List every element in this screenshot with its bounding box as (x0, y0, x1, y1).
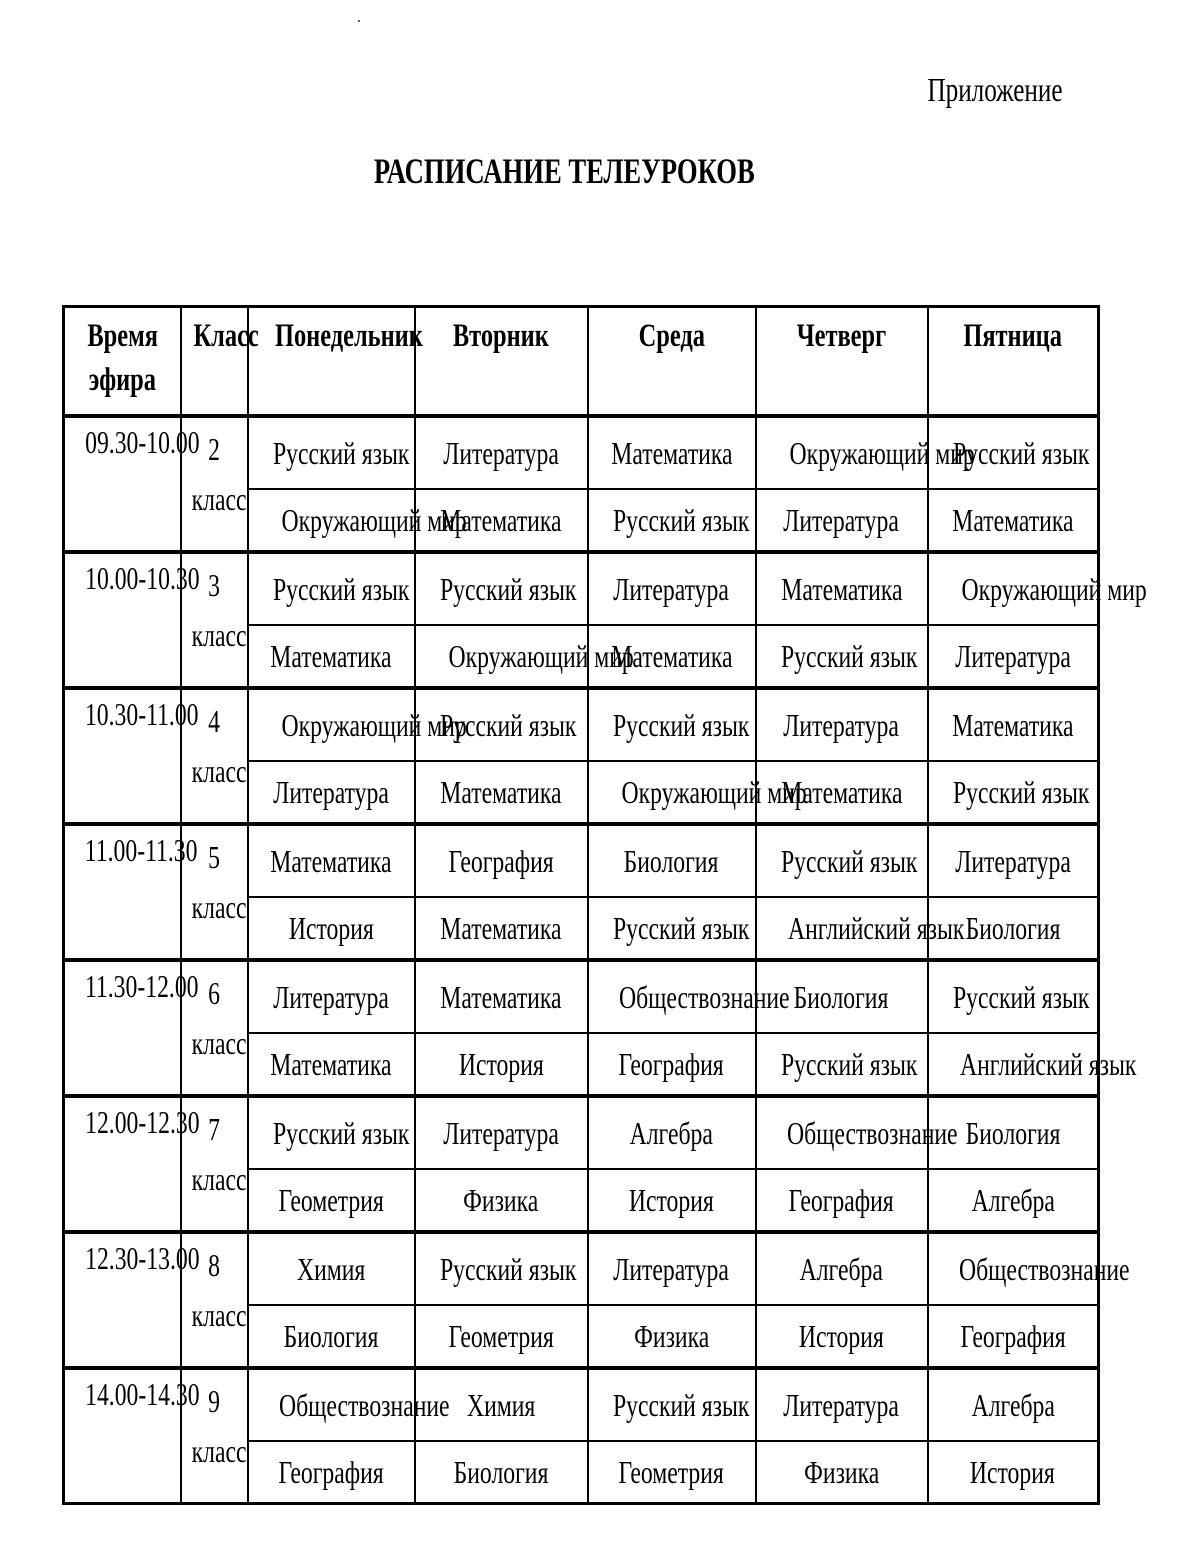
lesson-cell-monday (248, 1169, 415, 1232)
lesson-subject: Русский язык (952, 434, 1089, 471)
lesson-subject: Литература (273, 978, 389, 1015)
column-header-class (181, 307, 259, 417)
air-time-text: 10.00-10.30 (85, 560, 200, 596)
lesson-subject: Русский язык (272, 570, 409, 607)
lesson-subject: Русский язык (439, 1250, 576, 1287)
lesson-cell-friday (928, 1441, 1099, 1504)
lesson-subject: Окружающий мир (621, 773, 807, 810)
lesson-cell-monday (248, 1305, 415, 1368)
scan-speck (358, 20, 360, 22)
schedule-row (64, 552, 1099, 625)
wednesday-header-text: Среда (638, 318, 705, 354)
lesson-cell-tuesday (415, 897, 588, 960)
lesson-cell-monday (248, 1368, 450, 1441)
lesson-subject: География (788, 1181, 895, 1218)
lesson-subject: Английский язык (787, 909, 964, 946)
lesson-cell-tuesday (415, 552, 588, 625)
schedule-row (64, 1096, 1099, 1169)
lesson-subject: Русский язык (439, 570, 576, 607)
air-time-text: 14.00-14.30 (85, 1376, 200, 1412)
lesson-cell-tuesday (415, 1232, 588, 1305)
lesson-cell-wednesday (588, 1096, 756, 1169)
lesson-subject: Физика (633, 1317, 710, 1354)
time-header-line1: Время (86, 318, 158, 354)
lesson-subject: Биология (965, 909, 1061, 946)
lesson-cell-thursday (756, 1096, 958, 1169)
air-time-cell (64, 1096, 200, 1232)
lesson-cell-wednesday (588, 625, 756, 688)
lesson-subject: Русский язык (780, 637, 917, 674)
grade-word: класс (191, 1025, 246, 1061)
air-time-text: 10.30-11.00 (84, 696, 199, 732)
lesson-cell-friday (928, 489, 1099, 552)
lesson-cell-thursday (756, 625, 928, 688)
air-time-text: 09.30-10.00 (85, 424, 200, 460)
schedule-table (62, 305, 1147, 1505)
lesson-cell-tuesday (415, 625, 634, 688)
grade-number: 6 (208, 975, 220, 1011)
lesson-subject: Окружающий мир (281, 501, 467, 538)
grade-number: 2 (208, 431, 220, 467)
appendix-text: Приложение (926, 72, 1062, 109)
air-time-text: 12.00-12.30 (85, 1104, 200, 1140)
lesson-cell-wednesday (588, 1305, 756, 1368)
lesson-subject: Окружающий мир (448, 637, 634, 674)
air-time-cell (64, 960, 199, 1096)
lesson-cell-friday (928, 824, 1099, 897)
lesson-subject: История (288, 909, 374, 946)
lesson-cell-tuesday (415, 1305, 588, 1368)
lesson-cell-monday (248, 625, 415, 688)
lesson-cell-tuesday (415, 761, 588, 824)
grade-word: класс (191, 1161, 246, 1197)
column-header-wednesday (588, 307, 756, 417)
grade-word: класс (191, 753, 246, 789)
lesson-cell-friday (928, 552, 1147, 625)
grade-number: 8 (208, 1247, 220, 1283)
lesson-subject: Русский язык (272, 1114, 409, 1151)
lesson-cell-friday (928, 1169, 1099, 1232)
lesson-subject: Литература (783, 501, 900, 538)
air-time-cell (64, 416, 200, 552)
lesson-subject: Русский язык (612, 1386, 749, 1423)
grade-word: класс (191, 481, 246, 517)
lesson-subject: Окружающий мир (961, 570, 1147, 607)
grade-word: класс (191, 617, 246, 653)
lesson-subject: Биология (283, 1317, 379, 1354)
lesson-cell-tuesday (415, 416, 588, 489)
lesson-subject: Математика (440, 978, 562, 1015)
lesson-cell-wednesday (588, 1368, 756, 1441)
class-header-text: Класс (192, 318, 259, 354)
lesson-cell-friday (928, 1305, 1099, 1368)
lesson-subject: Литература (783, 1386, 900, 1423)
lesson-cell-friday (928, 1232, 1130, 1305)
lesson-subject: Биология (794, 978, 889, 1015)
page-title (0, 150, 1128, 192)
lesson-subject: История (799, 1317, 884, 1354)
lesson-subject: Литература (443, 434, 559, 471)
lesson-cell-monday (248, 416, 415, 489)
lesson-subject: Математика (610, 434, 733, 471)
lesson-cell-friday (928, 688, 1099, 761)
lesson-subject: Математика (270, 637, 392, 674)
air-time-cell (64, 1368, 200, 1504)
column-header-monday (248, 307, 423, 417)
air-time-cell (64, 1232, 200, 1368)
lesson-cell-thursday (756, 489, 928, 552)
lesson-cell-thursday (756, 552, 928, 625)
grade-number: 4 (208, 703, 220, 739)
lesson-cell-wednesday (588, 688, 756, 761)
lesson-cell-monday (248, 1232, 415, 1305)
grade-number: 5 (208, 839, 220, 875)
schedule-body (64, 416, 1147, 1504)
lesson-cell-wednesday (588, 1232, 756, 1305)
lesson-cell-thursday (756, 1232, 928, 1305)
lesson-subject: Литература (273, 773, 389, 810)
lesson-cell-thursday (756, 1033, 928, 1096)
lesson-subject: Обществознание (618, 978, 790, 1015)
lesson-subject: Обществознание (786, 1114, 958, 1151)
lesson-subject: Физика (803, 1453, 880, 1490)
lesson-subject: Алгебра (971, 1386, 1055, 1423)
lesson-cell-monday (248, 1033, 415, 1096)
lesson-cell-friday (928, 761, 1099, 824)
lesson-subject: История (458, 1045, 544, 1082)
lesson-cell-monday (248, 688, 467, 761)
grade-number: 7 (208, 1111, 220, 1147)
lesson-cell-thursday (756, 1305, 928, 1368)
lesson-cell-wednesday (588, 761, 807, 824)
lesson-subject: Математика (780, 570, 903, 607)
lesson-cell-monday (248, 489, 467, 552)
lesson-cell-monday (248, 897, 415, 960)
lesson-cell-thursday (756, 1169, 928, 1232)
lesson-subject: Геометрия (278, 1181, 384, 1218)
lesson-subject: Математика (610, 637, 733, 674)
column-header-time (64, 307, 181, 417)
lesson-cell-thursday (756, 897, 964, 960)
lesson-subject: Окружающий мир (789, 434, 975, 471)
column-header-tuesday (415, 307, 588, 417)
lesson-subject: Обществознание (958, 1250, 1130, 1287)
lesson-cell-wednesday (588, 489, 756, 552)
lesson-cell-monday (248, 552, 415, 625)
lesson-cell-thursday (756, 1368, 928, 1441)
air-time-text: 12.30-13.00 (85, 1240, 200, 1276)
lesson-subject: Литература (613, 570, 730, 607)
lesson-cell-wednesday (588, 824, 756, 897)
schedule-row (64, 688, 1099, 761)
lesson-subject: Математика (780, 773, 903, 810)
lesson-cell-tuesday (415, 489, 588, 552)
schedule-row (64, 824, 1099, 897)
lesson-subject: Литература (783, 706, 900, 743)
column-header-thursday (756, 307, 928, 417)
lesson-cell-wednesday (588, 552, 756, 625)
lesson-subject: Русский язык (780, 1045, 917, 1082)
lesson-cell-monday (248, 824, 415, 897)
lesson-cell-tuesday (415, 688, 588, 761)
appendix-label (880, 72, 1062, 110)
lesson-subject: Английский язык (959, 1045, 1136, 1082)
lesson-subject: Математика (440, 501, 562, 538)
lesson-subject: Литература (443, 1114, 559, 1151)
lesson-cell-thursday (756, 1441, 928, 1504)
lesson-subject: Русский язык (780, 842, 917, 879)
lesson-cell-tuesday (415, 1033, 588, 1096)
grade-number: 3 (208, 567, 220, 603)
lesson-cell-wednesday (588, 416, 756, 489)
lesson-cell-wednesday (588, 1441, 756, 1504)
lesson-subject: История (629, 1181, 714, 1218)
lesson-cell-friday (928, 1368, 1099, 1441)
lesson-subject: Математика (440, 773, 562, 810)
time-header-line2: эфира (88, 362, 156, 398)
lesson-subject: Русский язык (612, 909, 749, 946)
lesson-subject: Математика (270, 1045, 392, 1082)
lesson-cell-tuesday (415, 1169, 588, 1232)
lesson-subject: Обществознание (278, 1386, 450, 1423)
lesson-subject: Биология (624, 842, 719, 879)
lesson-subject: Русский язык (439, 706, 576, 743)
lesson-subject: Окружающий мир (281, 706, 467, 743)
lesson-subject: Химия (466, 1386, 536, 1423)
lesson-subject: География (448, 842, 554, 879)
lesson-subject: Русский язык (272, 434, 409, 471)
lesson-subject: Геометрия (448, 1317, 554, 1354)
tuesday-header-text: Вторник (453, 318, 549, 354)
schedule-row (64, 1368, 1099, 1441)
lesson-subject: Математика (440, 909, 562, 946)
lesson-subject: История (970, 1453, 1056, 1490)
lesson-cell-monday (248, 1441, 415, 1504)
lesson-subject: Химия (296, 1250, 366, 1287)
lesson-subject: География (278, 1453, 384, 1490)
lesson-cell-tuesday (415, 1096, 588, 1169)
grade-word: класс (191, 1433, 246, 1469)
lesson-subject: Алгебра (971, 1181, 1055, 1218)
lesson-cell-thursday (756, 761, 928, 824)
lesson-cell-monday (248, 761, 415, 824)
lesson-cell-tuesday (415, 824, 588, 897)
page-title-text: РАСПИСАНИЕ ТЕЛЕУРОКОВ (373, 151, 755, 191)
lesson-cell-friday (928, 625, 1099, 688)
lesson-subject: Математика (952, 501, 1074, 538)
lesson-subject: Литература (954, 637, 1071, 674)
lesson-subject: Русский язык (952, 978, 1089, 1015)
lesson-subject: Алгебра (799, 1250, 884, 1287)
schedule-row (64, 416, 1099, 489)
lesson-subject: Алгебра (629, 1114, 714, 1151)
schedule-row (64, 960, 1099, 1033)
lesson-subject: Математика (270, 842, 392, 879)
lesson-subject: Биология (965, 1114, 1061, 1151)
column-header-friday (928, 307, 1099, 417)
air-time-cell (64, 552, 200, 688)
air-time-cell (64, 824, 198, 960)
lesson-subject: Русский язык (612, 706, 749, 743)
lesson-subject: Биология (453, 1453, 549, 1490)
lesson-subject: Математика (952, 706, 1074, 743)
lesson-cell-wednesday (588, 960, 790, 1033)
monday-header-text: Понедельник (274, 318, 423, 354)
lesson-cell-wednesday (588, 1169, 756, 1232)
lesson-cell-friday (928, 960, 1099, 1033)
lesson-subject: Русский язык (952, 773, 1089, 810)
lesson-cell-friday (928, 1033, 1136, 1096)
thursday-header-text: Четверг (796, 318, 887, 354)
header-row (64, 307, 1099, 417)
lesson-subject: Геометрия (618, 1453, 725, 1490)
lesson-cell-wednesday (588, 897, 756, 960)
lesson-subject: Литература (613, 1250, 730, 1287)
lesson-subject: Русский язык (612, 501, 749, 538)
lesson-subject: Литература (954, 842, 1071, 879)
grade-word: класс (191, 1297, 246, 1333)
lesson-cell-wednesday (588, 1033, 756, 1096)
friday-header-text: Пятница (963, 318, 1063, 354)
lesson-subject: География (960, 1317, 1066, 1354)
lesson-cell-friday (928, 416, 1099, 489)
air-time-cell (64, 688, 199, 824)
lesson-cell-tuesday (415, 960, 588, 1033)
grade-word: класс (191, 889, 246, 925)
lesson-subject: Физика (463, 1181, 539, 1218)
grade-number: 9 (208, 1383, 220, 1419)
lesson-cell-tuesday (415, 1441, 588, 1504)
air-time-text: 11.30-12.00 (84, 968, 199, 1004)
lesson-subject: География (618, 1045, 725, 1082)
lesson-cell-thursday (756, 688, 928, 761)
air-time-text: 11.00-11.30 (84, 832, 198, 868)
lesson-cell-thursday (756, 416, 975, 489)
lesson-cell-monday (248, 1096, 415, 1169)
lesson-cell-monday (248, 960, 415, 1033)
lesson-cell-thursday (756, 824, 928, 897)
schedule-row (64, 1232, 1099, 1305)
